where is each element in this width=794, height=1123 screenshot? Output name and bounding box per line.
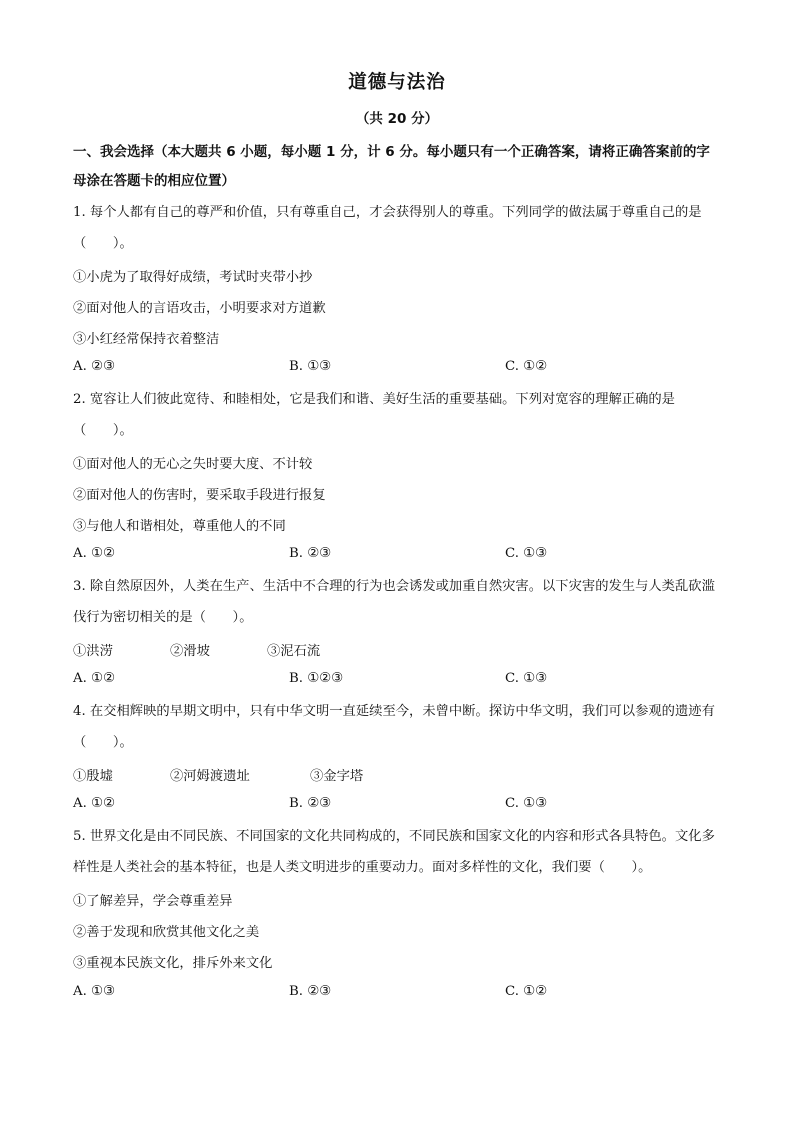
- question-5-item-1: ①了解差异，学会尊重差异: [73, 894, 233, 909]
- score-subtitle: （共 20 分）: [355, 111, 439, 127]
- question-3-option-a: A. ①②: [73, 671, 115, 686]
- question-1-option-a: A. ②③: [73, 359, 115, 374]
- question-4-item-3: ③金字塔: [310, 769, 364, 784]
- question-2-item-3: ③与他人和谐相处，尊重他人的不同: [73, 519, 286, 534]
- page-title: 道德与法治: [348, 72, 446, 93]
- question-4-stem: 4. 在交相辉映的早期文明中，只有中华文明一直延续至今，未曾中断。探访中华文明，我们可以参观的遗迹有（ ）。: [73, 704, 715, 750]
- question-5-item-3: ③重视本民族文化，排斥外来文化: [73, 956, 273, 971]
- question-5-item-2: ②善于发现和欣赏其他文化之美: [73, 925, 260, 940]
- question-5-option-c: C. ①②: [505, 984, 547, 999]
- question-1-option-b: B. ①③: [289, 359, 332, 374]
- question-1-item-1: ①小虎为了取得好成绩，考试时夹带小抄: [73, 270, 313, 285]
- question-3-item-3: ③泥石流: [267, 644, 321, 659]
- question-1-item-3: ③小红经常保持衣着整洁: [73, 332, 220, 347]
- question-4-option-b: B. ②③: [289, 796, 332, 811]
- question-5-option-a: A. ①③: [73, 984, 115, 999]
- question-4-item-2: ②河姆渡遗址: [170, 769, 250, 784]
- question-1-stem: 1. 每个人都有自己的尊严和价值，只有尊重自己，才会获得别人的尊重。下列同学的做法属于尊重自己的是（ ）。: [73, 205, 702, 251]
- section-heading: 一、我会选择（本大题共 6 小题，每小题 1 分，计 6 分。每小题只有一个正确答案，请将正确答案前的字母涂在答题卡的相应位置）: [73, 144, 710, 189]
- question-3-item-1: ①洪涝: [73, 644, 113, 659]
- question-2-stem: 2. 宽容让人们彼此宽待、和睦相处，它是我们和谐、美好生活的重要基础。下列对宽容的理解正确的是（ ）。: [73, 392, 675, 438]
- question-4-option-a: A. ①②: [73, 796, 115, 811]
- question-2-option-b: B. ②③: [289, 546, 332, 561]
- question-5-stem: 5. 世界文化是由不同民族、不同国家的文化共同构成的，不同民族和国家文化的内容和形式各具特色。文化多样性是人类社会的基本特征，也是人类文明进步的重要动力。面对多样性的文化，我们要（ ）。: [73, 829, 715, 875]
- question-4-item-1: ①殷墟: [73, 769, 113, 784]
- question-2-option-a: A. ①②: [73, 546, 115, 561]
- question-4-option-c: C. ①③: [505, 796, 547, 811]
- question-3-option-c: C. ①③: [505, 671, 547, 686]
- question-2-item-1: ①面对他人的无心之失时要大度、不计较: [73, 457, 313, 472]
- question-5-option-b: B. ②③: [289, 984, 332, 999]
- question-3-stem: 3. 除自然原因外，人类在生产、生活中不合理的行为也会诱发或加重自然灾害。以下灾害的发生与人类乱砍滥伐行为密切相关的是（ ）。: [73, 579, 715, 625]
- question-2-item-2: ②面对他人的伤害时，要采取手段进行报复: [73, 488, 326, 503]
- question-1-option-c: C. ①②: [505, 359, 547, 374]
- question-1-item-2: ②面对他人的言语攻击，小明要求对方道歉: [73, 301, 326, 316]
- question-2-option-c: C. ①③: [505, 546, 547, 561]
- question-3-item-2: ②滑坡: [170, 644, 210, 659]
- question-3-option-b: B. ①②③: [289, 671, 343, 686]
